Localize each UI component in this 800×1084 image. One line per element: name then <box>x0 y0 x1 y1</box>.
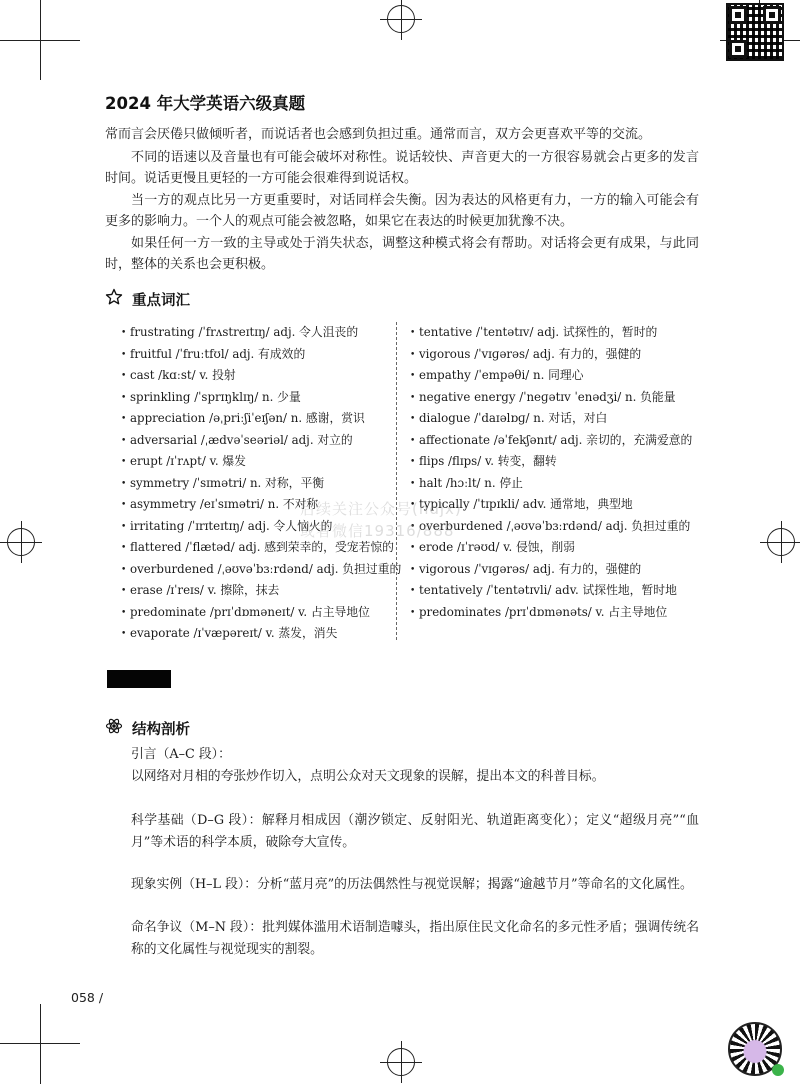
structure-text: 命名争议（M–N 段）：批判媒体滥用术语制造噱头，指出原住民文化命名的多元性矛盾；强调传统名称的文化属性与视觉现实的割裂。 <box>131 920 699 957</box>
vocab-item: • adversarial /ˌædvəˈseəriəl/ adj. 对立的 <box>121 430 401 452</box>
vocab-item: • frustrating /ˈfrʌstreɪtɪŋ/ adj. 令人沮丧的 <box>121 322 401 344</box>
structure-text: 科学基础（D–G 段）：解释月相成因（潮汐锁定、反射阳光、轨道距离变化）；定义“超级月亮”“血月”等术语的科学本质，破除夸大宣传。 <box>131 813 699 850</box>
watermark-line: 或者微信19316/888 <box>300 522 455 540</box>
vocab-item: • vigorous /ˈvɪɡərəs/ adj. 有力的，强健的 <box>410 344 692 366</box>
translation-paragraph: 如果任何一方一致的主导或处于消失状态，调整这种模式将会有帮助。对话将会更有成果，与此同时，整体的关系也会更积极。 <box>105 236 699 272</box>
vocab-item: • predominate /prɪˈdɒməneɪt/ v. 占主导地位 <box>121 602 401 624</box>
vocab-item: • overburdened /ˌəʊvəˈbɜːrdənd/ adj. 负担过重的 <box>121 559 401 581</box>
vocab-item: • sprinkling /ˈsprɪŋklɪŋ/ n. 少量 <box>121 387 401 409</box>
registration-mark <box>387 1048 415 1076</box>
translation-paragraph: 常而言会厌倦只做倾听者，而说话者也会感到负担过重。通常而言，双方会更喜欢平等的交流。 <box>105 127 652 142</box>
vocab-item: • dialogue /ˈdaɪəlɒɡ/ n. 对话，对白 <box>410 408 692 430</box>
qr-code-icon <box>726 3 784 61</box>
crop-mark <box>40 1004 41 1084</box>
watermark-line: 后续关注公众号(hdjx) <box>300 500 462 518</box>
atom-icon <box>105 717 123 739</box>
vocab-item: • flips /flɪps/ v. 转变，翻转 <box>410 451 692 473</box>
translation-paragraph: 当一方的观点比另一方更重要时，对话同样会失衡。因为表达的风格更有力，一方的输入可能会有更多的影响力。一个人的观点可能会被忽略，如果它在表达的时候更加犹豫不决。 <box>105 193 699 229</box>
registration-mark <box>767 528 795 556</box>
star-outline-icon <box>105 288 123 310</box>
redaction-bar <box>107 670 171 688</box>
vocab-item: • overburdened /ˌəʊvəˈbɜːrdənd/ adj. 负担过重的 <box>410 516 692 538</box>
vocab-item: • empathy /ˈempəθi/ n. 同理心 <box>410 365 692 387</box>
vocab-item: • vigorous /ˈvɪɡərəs/ adj. 有力的，强健的 <box>410 559 692 581</box>
vocab-item: • erode /ɪˈrəʊd/ v. 侵蚀，削弱 <box>410 537 692 559</box>
page-title: 2024 年大学英语六级真题 <box>105 94 306 113</box>
crop-mark <box>40 0 41 80</box>
vocab-list-left <box>121 322 401 645</box>
vocab-item: • asymmetry /eɪˈsɪmətri/ n. 不对称 <box>121 494 401 516</box>
vocab-item: • flattered /ˈflætəd/ adj. 感到荣幸的，受宠若惊的 <box>121 537 401 559</box>
vocab-item: • appreciation /əˌpriːʃiˈeɪʃən/ n. 感谢，赏识 <box>121 408 401 430</box>
vocab-item: • symmetry /ˈsɪmətri/ n. 对称，平衡 <box>121 473 401 495</box>
vocab-item: • tentative /ˈtentətɪv/ adj. 试探性的，暂时的 <box>410 322 692 344</box>
vocab-item: • erase /ɪˈreɪs/ v. 擦除，抹去 <box>121 580 401 602</box>
vocab-item: • typically /ˈtɪpɪkli/ adv. 通常地，典型地 <box>410 494 692 516</box>
vocab-item: • predominates /prɪˈdɒmənəts/ v. 占主导地位 <box>410 602 692 624</box>
vocab-item: • cast /kɑːst/ v. 投射 <box>121 365 401 387</box>
vocab-item: • evaporate /ɪˈvæpəreɪt/ v. 蒸发，消失 <box>121 623 401 645</box>
vocab-item: • affectionate /əˈfekʃənɪt/ adj. 亲切的，充满爱意的 <box>410 430 692 452</box>
structure-text: 现象实例（H–L 段）：分析“蓝月亮”的历法偶然性与视觉误解；揭露“逾越节月”等命名的文化属性。 <box>131 877 693 892</box>
column-divider <box>396 322 397 640</box>
mascot-qr-icon <box>728 1022 782 1076</box>
vocab-item: • negative energy /ˈneɡətɪv ˈenədʒi/ n. 负能量 <box>410 387 692 409</box>
structure-heading <box>105 717 190 739</box>
page-number: 058 / <box>71 990 104 1005</box>
registration-mark <box>387 5 415 33</box>
registration-mark <box>7 528 35 556</box>
structure-label: 引言（A–C 段）： <box>131 747 231 762</box>
vocab-heading-label: 重点词汇 <box>132 292 190 309</box>
vocab-item: • tentatively /ˈtentətɪvli/ adv. 试探性地，暂时地 <box>410 580 692 602</box>
structure-text: 以网络对月相的夸张炒作切入，点明公众对天文现象的误解，提出本文的科普目标。 <box>131 769 605 784</box>
structure-heading-label: 结构剖析 <box>132 721 190 738</box>
vocab-heading <box>105 288 190 310</box>
vocab-item: • fruitful /ˈfruːtfʊl/ adj. 有成效的 <box>121 344 401 366</box>
translation-paragraph: 不同的语速以及音量也有可能会破坏对称性。说话较快、声音更大的一方很容易就会占更多的发言时间。说话更慢且更轻的一方可能会很难得到说话权。 <box>105 150 699 186</box>
vocab-item: • irritating /ˈɪrɪteɪtɪŋ/ adj. 令人恼火的 <box>121 516 401 538</box>
vocab-item: • halt /hɔːlt/ n. 停止 <box>410 473 692 495</box>
vocab-item: • erupt /ɪˈrʌpt/ v. 爆发 <box>121 451 401 473</box>
vocab-list-right <box>410 322 692 623</box>
